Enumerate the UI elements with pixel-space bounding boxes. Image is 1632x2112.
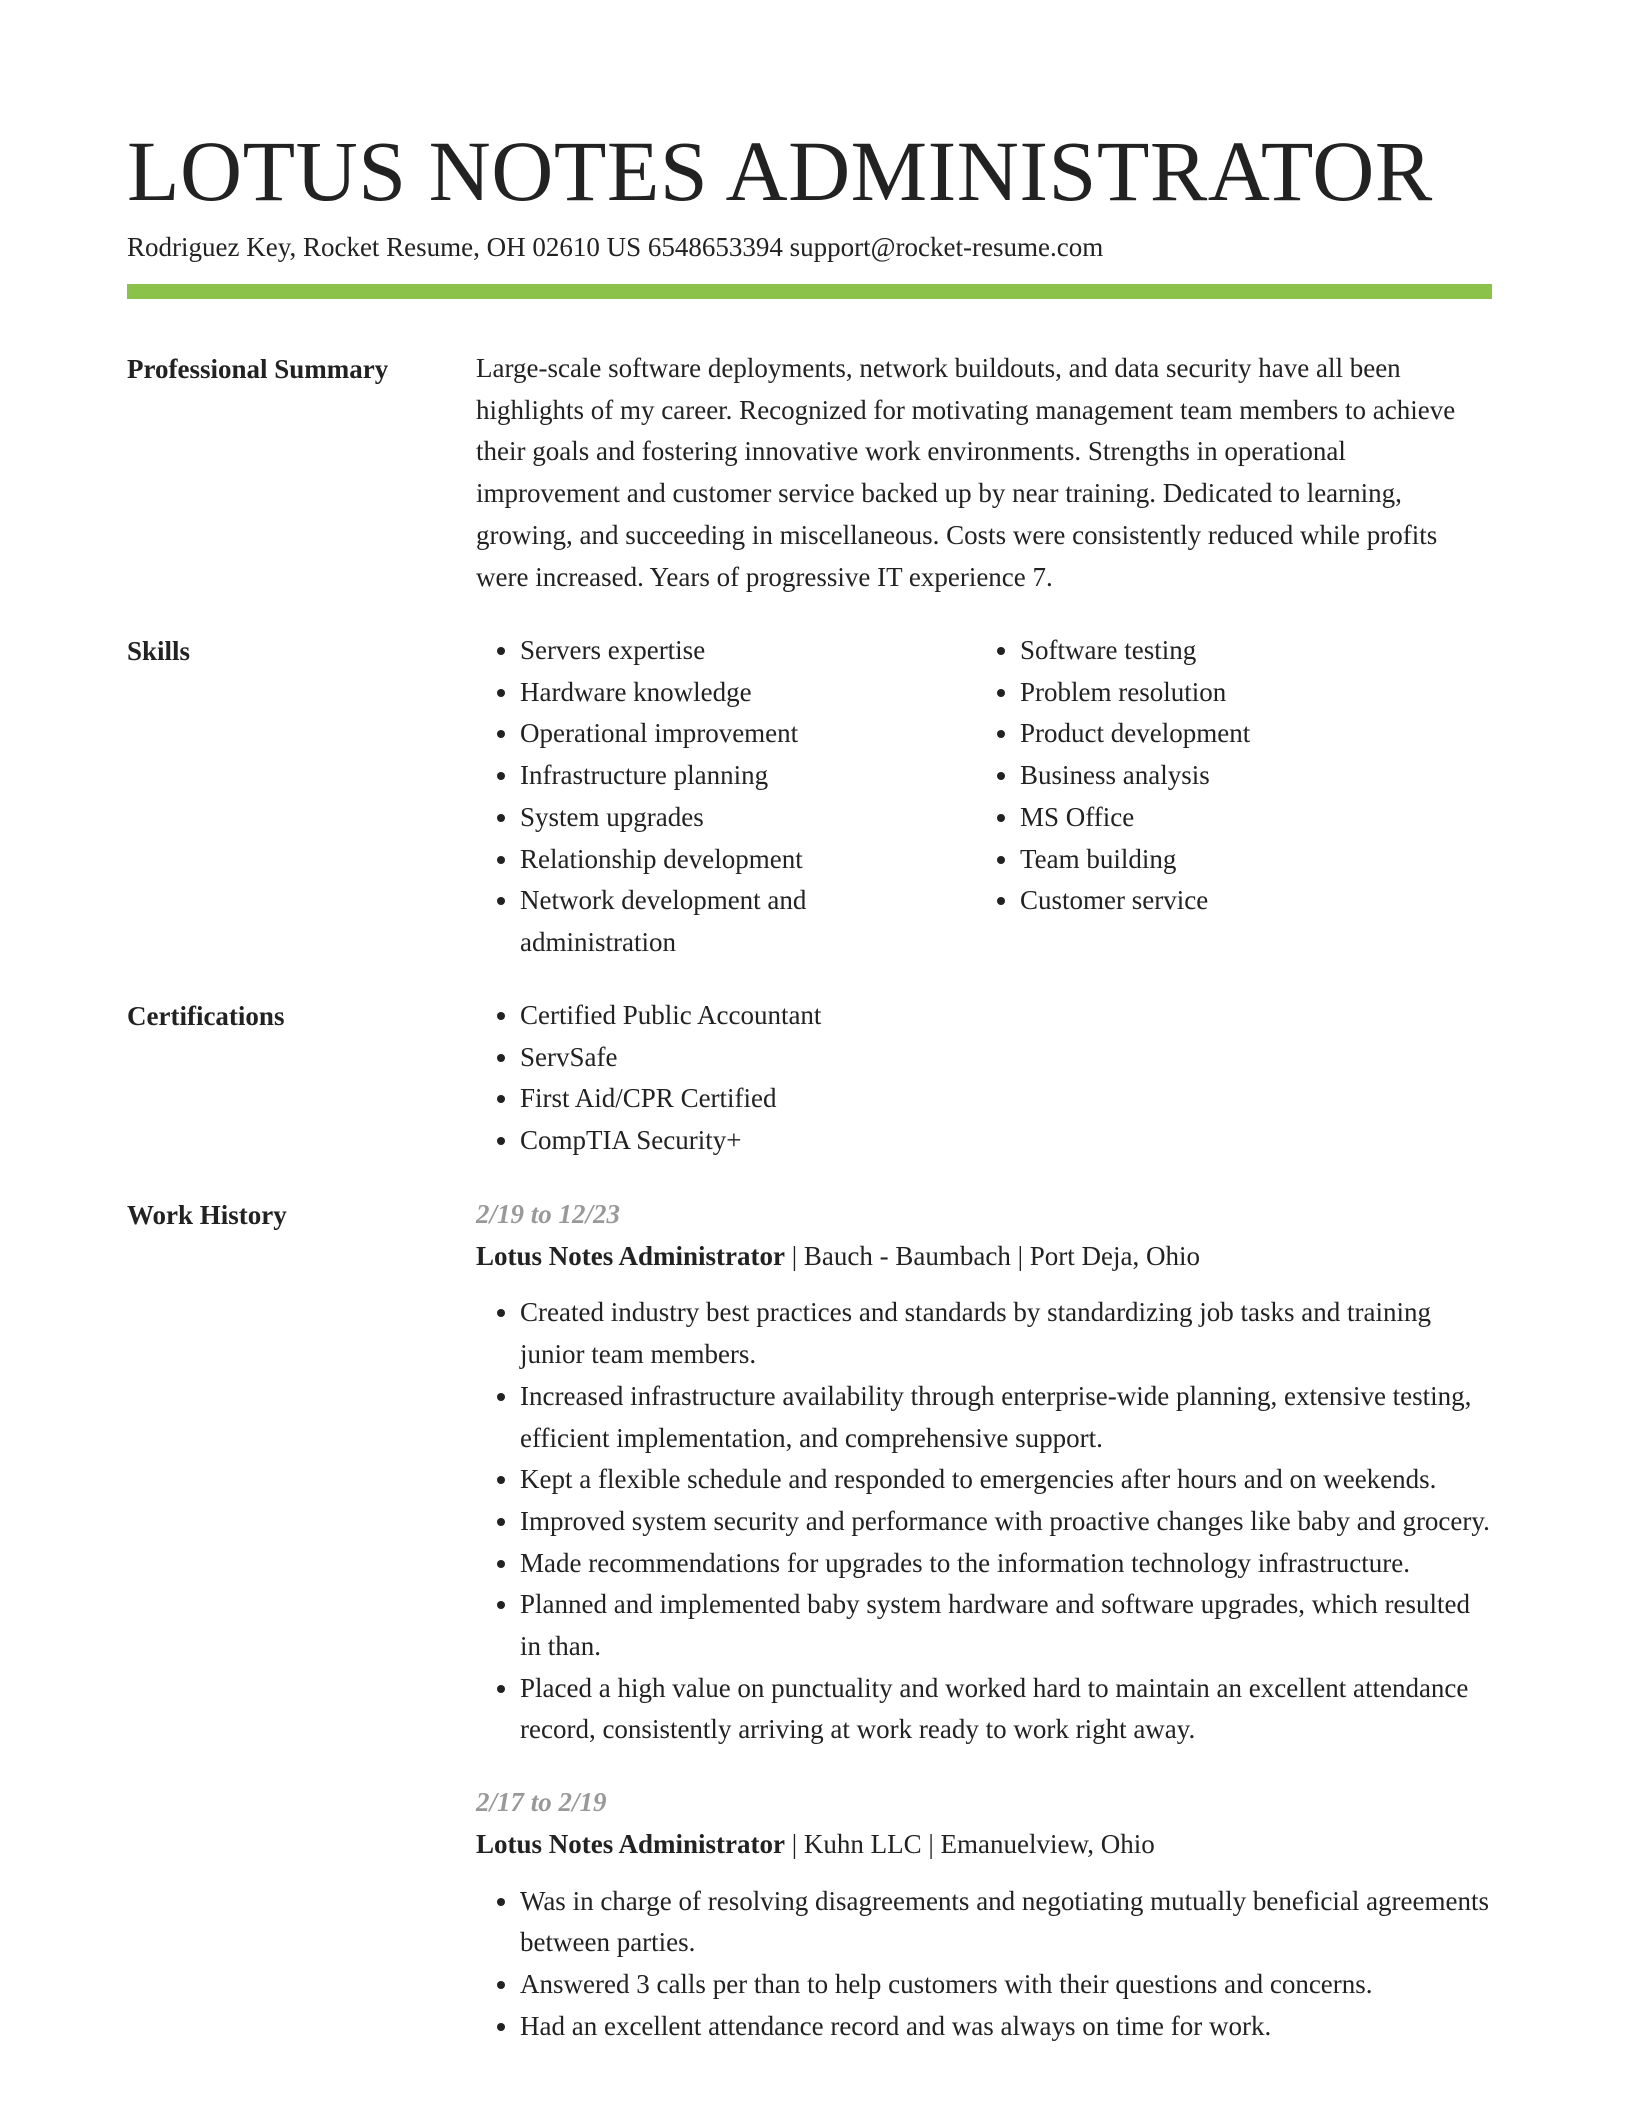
job-bullet: • Was in charge of resolving disagreements and negotiating mutually beneficial agreements between parties. [520,1881,1492,1964]
job-bullet: • Placed a high value on punctuality and worked hard to maintain an excellent attendance record, consistently arriving at work ready to work right away. [520,1668,1492,1751]
certification-item: • CompTIA Security+ [520,1120,1492,1162]
skill-item: • Infrastructure planning [520,755,940,797]
skill-item: • Operational improvement [520,713,940,755]
skill-item: • Servers expertise [520,630,940,672]
skill-item: • Product development [1020,713,1480,755]
skill-item: • Problem resolution [1020,672,1480,714]
section-label-certifications: Certifications [127,1001,285,1031]
work-history-content [476,1194,1492,2047]
job-bullets [476,1881,1492,2048]
job-bullet: • Improved system security and performance with proactive changes like baby and grocery. [520,1501,1492,1543]
job-bullet: • Planned and implemented baby system hardware and software upgrades, which resulted in than. [520,1584,1492,1667]
certifications-list [476,995,1492,1162]
skill-item: • Relationship development [520,839,940,881]
skill-item: • MS Office [1020,797,1480,839]
certification-item: • First Aid/CPR Certified [520,1078,1492,1120]
job-heading [476,1236,1492,1278]
job-bullet: • Answered 3 calls per than to help customers with their questions and concerns. [520,1964,1492,2006]
header-divider [127,284,1492,299]
skill-item: • Customer service [1020,880,1480,922]
job-details: | Bauch - Baumbach | Port Deja, Ohio [785,1240,1200,1271]
job-entry [476,1194,1492,1751]
skill-item: • Business analysis [1020,755,1480,797]
section-label-work-history: Work History [127,1200,287,1230]
summary-content [476,348,1492,598]
certification-item: • Certified Public Accountant [520,995,1492,1037]
skills-list-right [976,630,1480,922]
job-title: Lotus Notes Administrator [476,1240,785,1271]
job-bullet: • Kept a flexible schedule and responded to emergencies after hours and on weekends. [520,1459,1492,1501]
job-dates: 2/17 to 2/19 [476,1787,607,1818]
skills-content [476,630,1492,964]
section-label-summary: Professional Summary [127,354,389,384]
skill-item: • Network development and administration [520,880,940,963]
job-bullet: • Made recommendations for upgrades to the information technology infrastructure. [520,1543,1492,1585]
job-dates: 2/19 to 12/23 [476,1199,621,1229]
job-bullet: • Created industry best practices and standards by standardizing job tasks and training junior team members. [520,1292,1492,1375]
skill-item: • Software testing [1020,630,1480,672]
contact-line: Rodriguez Key, Rocket Resume, OH 02610 US 6548653394 support@rocket-resume.com [127,232,1104,262]
job-bullets [476,1292,1492,1751]
skill-item: • System upgrades [520,797,940,839]
skills-list-left [476,630,940,964]
section-label-skills: Skills [127,636,191,666]
job-entry [476,1782,1492,2047]
skill-item: • Hardware knowledge [520,672,940,714]
resume-title: LOTUS NOTES ADMINISTRATOR [127,123,1433,219]
skills-columns [476,630,1492,964]
summary-text: Large-scale software deployments, network buildouts, and data security have all been highlights of my career. Recognized for motivating management team members to achieve their goals and fostering innovative work environments. Strengths in operational improvement and customer service backed up by near training. Dedicated to learning, growing, and succeeding in miscellaneous. Costs were consistently reduced while profits were increased. Years of progressive IT experience 7. [476,353,1456,592]
skill-item: • Team building [1020,839,1480,881]
job-bullet: • Had an excellent attendance record and was always on time for work. [520,2006,1492,2048]
job-title: Lotus Notes Administrator [476,1828,785,1859]
job-details: | Kuhn LLC | Emanuelview, Ohio [785,1828,1155,1859]
job-bullet: • Increased infrastructure availability through enterprise-wide planning, extensive testing, efficient implementation, and comprehensive support. [520,1376,1492,1459]
job-heading [476,1824,1492,1866]
certification-item: • ServSafe [520,1037,1492,1079]
certifications-content [476,995,1492,1162]
